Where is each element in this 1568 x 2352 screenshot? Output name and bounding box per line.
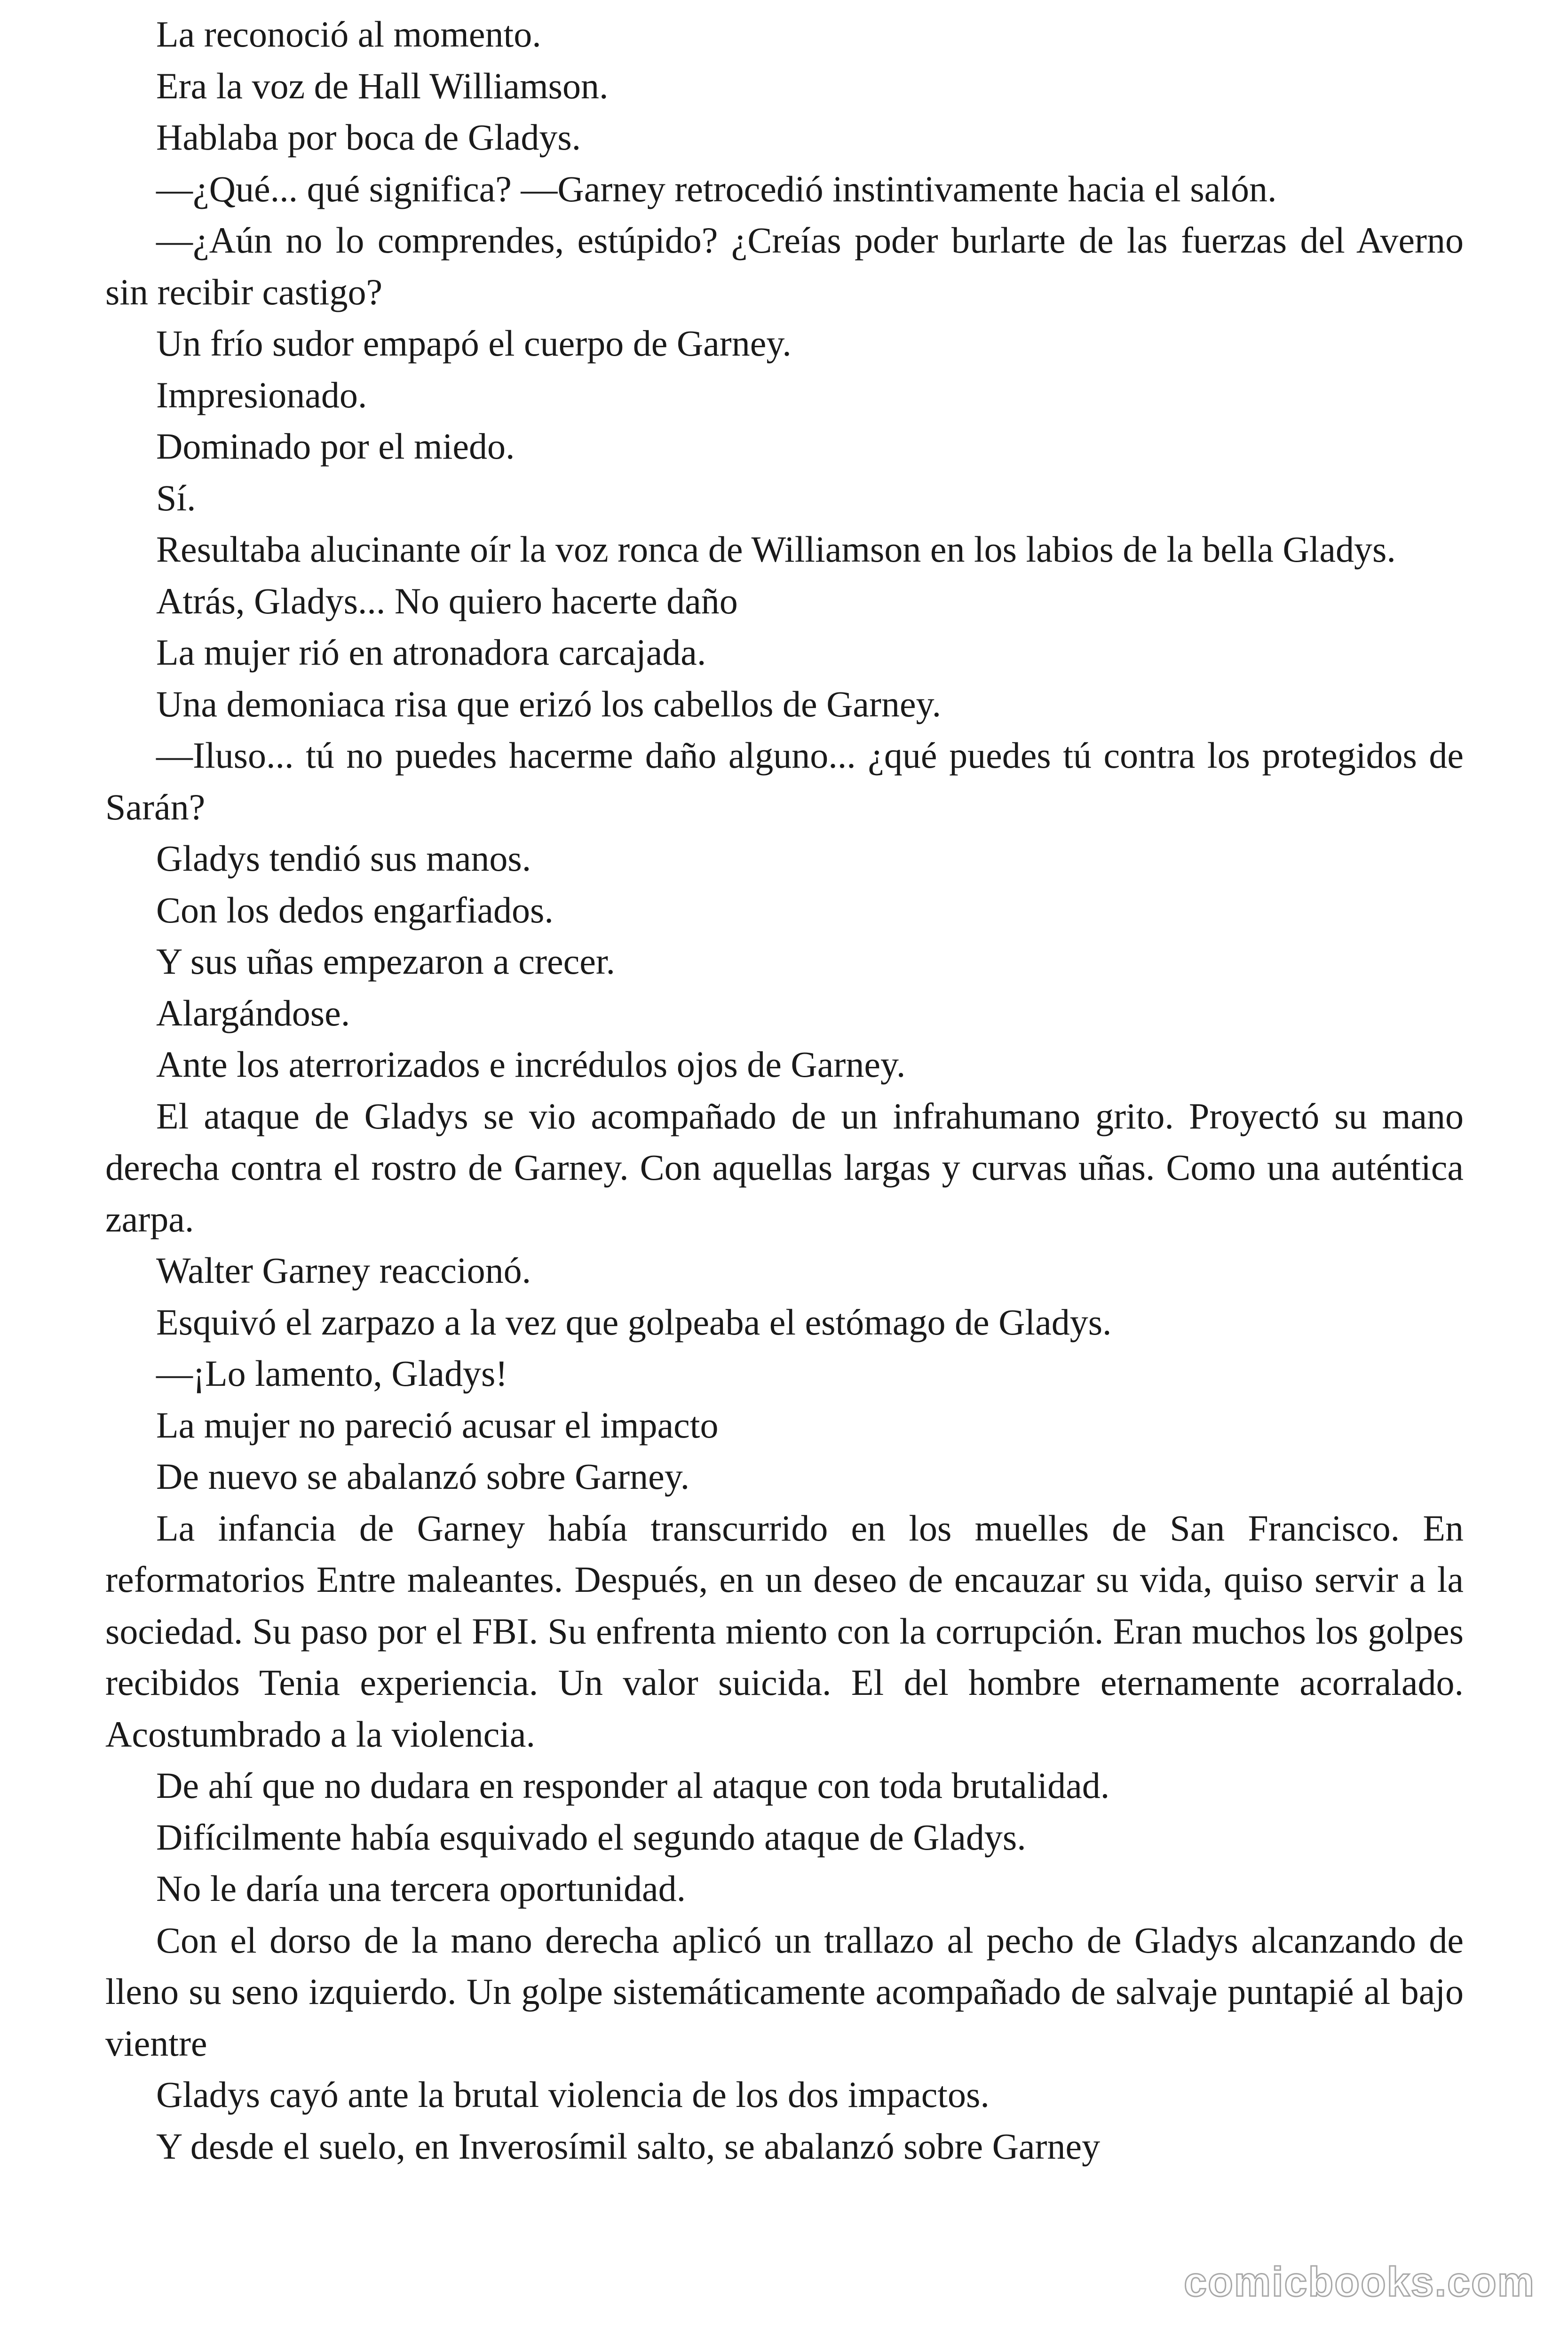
- watermark: comicbooks.com: [1184, 2258, 1535, 2305]
- paragraph: Ante los aterrorizados e incrédulos ojos de Garney.: [156, 1044, 906, 1085]
- page-body-text: [105, 8, 1464, 2172]
- paragraph: Atrás, Gladys... No quiero hacerte daño: [156, 580, 738, 621]
- paragraph: Era la voz de Hall Williamson.: [156, 65, 609, 106]
- paragraph: —Iluso... tú no puedes hacerme daño alguno... ¿qué puedes tú contra los protegidos de Sarán?: [105, 735, 1464, 827]
- paragraph: Alargándose.: [156, 992, 350, 1033]
- paragraph: Con el dorso de la mano derecha aplicó un trallazo al pecho de Gladys alcanzando de lleno su seno izquierdo. Un golpe sistemáticamente acompañado de salvaje puntapié al bajo vientre: [105, 1919, 1464, 2064]
- paragraph: La reconoció al momento.: [156, 14, 541, 55]
- paragraph: Un frío sudor empapó el cuerpo de Garney.: [156, 323, 792, 364]
- paragraph: —¡Lo lamento, Gladys!: [156, 1353, 508, 1394]
- paragraph: De ahí que no dudara en responder al ataque con toda brutalidad.: [156, 1765, 1110, 1806]
- paragraph: Con los dedos engarfiados.: [156, 889, 554, 930]
- paragraph: No le daría una tercera oportunidad.: [156, 1868, 686, 1909]
- paragraph: Resultaba alucinante oír la voz ronca de Williamson en los labios de la bella Gladys.: [156, 529, 1396, 570]
- paragraph: Walter Garney reaccionó.: [156, 1250, 531, 1291]
- paragraph: Gladys cayó ante la brutal violencia de los dos impactos.: [156, 2074, 990, 2115]
- paragraph: El ataque de Gladys se vio acompañado de un infrahumano grito. Proyectó su mano derecha contra el rostro de Garney. Con aquellas largas y curvas uñas. Como una auténtica zarpa.: [105, 1095, 1464, 1240]
- paragraph: Difícilmente había esquivado el segundo ataque de Gladys.: [156, 1816, 1026, 1858]
- paragraph: Esquivó el zarpazo a la vez que golpeaba el estómago de Gladys.: [156, 1301, 1112, 1343]
- paragraph: Gladys tendió sus manos.: [156, 838, 531, 879]
- paragraph: —¿Qué... qué significa? —Garney retrocedió instintivamente hacia el salón.: [156, 168, 1277, 209]
- paragraph: Dominado por el miedo.: [156, 426, 515, 467]
- paragraph: La mujer no pareció acusar el impacto: [156, 1404, 719, 1446]
- paragraph: —¿Aún no lo comprendes, estúpido? ¿Creías poder burlarte de las fuerzas del Averno sin recibir castigo?: [105, 220, 1464, 312]
- paragraph: Y desde el suelo, en Inverosímil salto, se abalanzó sobre Garney: [156, 2125, 1101, 2167]
- paragraph: Impresionado.: [156, 374, 367, 415]
- paragraph: De nuevo se abalanzó sobre Garney.: [156, 1456, 690, 1497]
- paragraph: La mujer rió en atronadora carcajada.: [156, 632, 706, 673]
- paragraph: Una demoniaca risa que erizó los cabellos de Garney.: [156, 683, 942, 724]
- paragraph: Sí.: [156, 477, 196, 518]
- paragraph: Y sus uñas empezaron a crecer.: [156, 941, 615, 982]
- paragraph: La infancia de Garney había transcurrido en los muelles de San Francisco. En reformatorios Entre maleantes. Después, en un deseo de encauzar su vida, quiso servir a la sociedad. Su paso por el FBI. Su enfrenta miento con la corrupción. Eran muchos los golpes recibidos Tenia experiencia. Un valor suicida. El del hombre eternamente acorralado. Acostumbrado a la violencia.: [105, 1507, 1464, 1755]
- paragraph: Hablaba por boca de Gladys.: [156, 117, 581, 158]
